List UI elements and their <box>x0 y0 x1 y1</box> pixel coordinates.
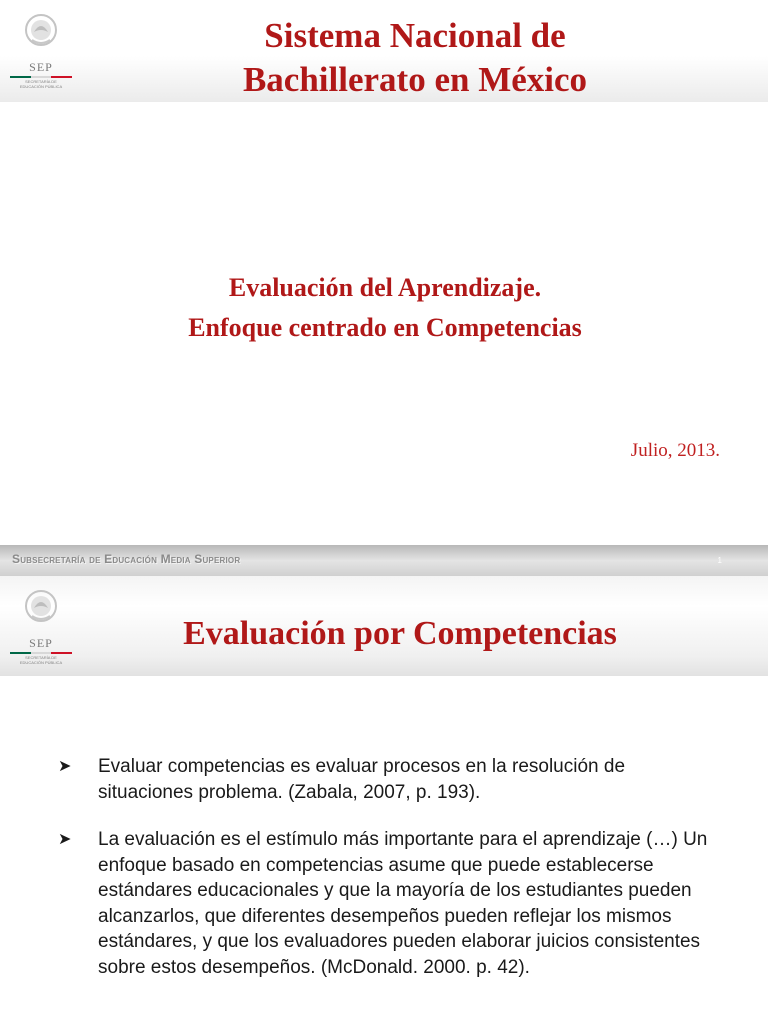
logo-subtext-line-1: SECRETARÍA DE <box>25 655 57 660</box>
slide-2-title: Evaluación por Competencias <box>183 615 617 652</box>
slide-2 <box>0 576 768 1024</box>
presentation-date: Julio, 2013. <box>630 440 720 461</box>
arrowhead-bullet-icon: ➤ <box>58 831 72 848</box>
subtitle-line-1: Evaluación del Aprendizaje. <box>228 273 542 302</box>
coat-of-arms-seal-icon <box>24 586 58 630</box>
footer-institution-text: Subsecretaría de Educación Media Superior <box>12 552 241 566</box>
slide-footer <box>0 545 768 576</box>
bullet-text: La evaluación es el estímulo más importante para el aprendizaje (…) Un enfoque basado en competencias asume que puede establecerse estándares educacionales y que la mayoría de los estudiantes pueden alcanzarlos, que diferentes desempeños pueden reflejar los mismos estándares, y que los evaluadores pueden elaborar juicios consistentes sobre estos desempeños. (McDonald. 2000. p. 42). <box>98 829 708 978</box>
bullet-text: Evaluar competencias es evaluar procesos en la resolución de situaciones problema. (Zabala, 2007, p. 193). <box>98 756 626 803</box>
subtitle-line-2: Enfoque centrado en Competencias <box>188 313 582 342</box>
bullet-item <box>58 754 718 805</box>
title-line-1: Sistema Nacional de <box>264 16 566 55</box>
coat-of-arms-seal-icon <box>24 10 58 54</box>
arrowhead-bullet-icon: ➤ <box>58 758 72 775</box>
title-line-2: Bachillerato en México <box>242 60 588 99</box>
bullet-item <box>58 827 718 980</box>
logo-subtext-line-1: SECRETARÍA DE <box>25 79 57 84</box>
sep-logo <box>8 584 74 664</box>
bullet-list <box>58 754 718 1002</box>
logo-sep-text: SEP <box>29 636 53 650</box>
slide-1-title <box>100 14 730 102</box>
logo-flag-stripe <box>10 652 72 654</box>
logo-subtext <box>8 79 74 89</box>
logo-subtext-line-2: EDUCACIÓN PÚBLICA <box>19 84 63 89</box>
logo-flag-stripe <box>10 76 72 78</box>
logo-subtext-line-2: EDUCACIÓN PÚBLICA <box>19 660 63 665</box>
slide-1-subtitle <box>40 268 730 348</box>
sep-logo <box>8 8 74 88</box>
slide-header-band <box>0 576 768 676</box>
logo-subtext <box>8 655 74 665</box>
slide-number: 1 <box>717 556 722 565</box>
logo-sep-text: SEP <box>29 60 53 74</box>
